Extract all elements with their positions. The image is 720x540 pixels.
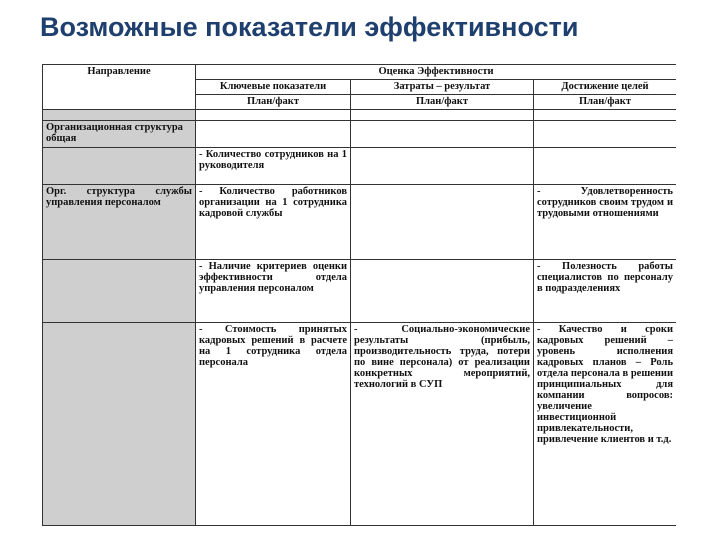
- table-cell: [351, 260, 534, 323]
- evaluation-header: Оценка Эффективности: [196, 65, 677, 80]
- costs-results-header: Затраты – результат: [351, 80, 534, 95]
- table-row: [43, 148, 677, 185]
- table-cell: [351, 121, 534, 148]
- row-hr-structure: Орг. структура службы управления персоналом: [43, 185, 196, 260]
- table-header-row: [43, 65, 677, 80]
- table-row: [43, 121, 677, 148]
- key-indicators-header: Ключевые показатели: [196, 80, 351, 95]
- table-cell: [196, 110, 351, 121]
- table-row: [43, 185, 677, 260]
- plan-fact-label: План/факт: [534, 95, 677, 110]
- indicators-table-container: [42, 64, 676, 540]
- cell-employee-count: - Количество сотрудников на 1 руководителя: [196, 148, 351, 185]
- row-org-general: Организационная структура общая: [43, 121, 196, 148]
- cell-socio-economic: - Социально-экономические результаты (прибыль, производительность труда, потери по вине персонала) от реализации конкретных мероприятий, технологий в СУП: [351, 323, 534, 526]
- plan-fact-label: План/факт: [196, 95, 351, 110]
- indicators-table: [42, 64, 676, 526]
- table-cell: [43, 110, 196, 121]
- table-cell: [534, 121, 677, 148]
- table-cell: [43, 148, 196, 185]
- page-title: Возможные показатели эффективности: [40, 12, 579, 42]
- table-row: [43, 260, 677, 323]
- plan-fact-label: План/факт: [351, 95, 534, 110]
- table-cell: [534, 148, 677, 185]
- table-cell: [196, 121, 351, 148]
- cell-satisfaction: - Удовлетворенность сотрудников своим трудом и трудовыми отношениями: [534, 185, 677, 260]
- table-cell: [351, 110, 534, 121]
- goals-header: Достижение целей: [534, 80, 677, 95]
- table-cell: [534, 110, 677, 121]
- table-cell: [351, 148, 534, 185]
- table-row: [43, 110, 677, 121]
- table-cell: [351, 185, 534, 260]
- cell-criteria: - Наличие критериев оценки эффективности отдела управления персоналом: [196, 260, 351, 323]
- cell-quality: - Качество и сроки кадровых решений – уровень исполнения кадровых планов – Роль отдела персонала в решении принципиальных для компании вопросов: увеличение инвестиционной привлекательности, привлечение клиентов и т.д.: [534, 323, 677, 526]
- cell-cost: - Стоимость принятых кадровых решений в расчете на 1 сотрудника отдела персонала: [196, 323, 351, 526]
- table-cell: [43, 323, 196, 526]
- table-cell: [43, 260, 196, 323]
- cell-hr-staff-count: - Количество работников организации на 1 сотрудника кадровой службы: [196, 185, 351, 260]
- table-row: [43, 323, 677, 526]
- cell-usefulness: - Полезность работы специалистов по персоналу в подразделениях: [534, 260, 677, 323]
- direction-header: Направление: [43, 65, 196, 110]
